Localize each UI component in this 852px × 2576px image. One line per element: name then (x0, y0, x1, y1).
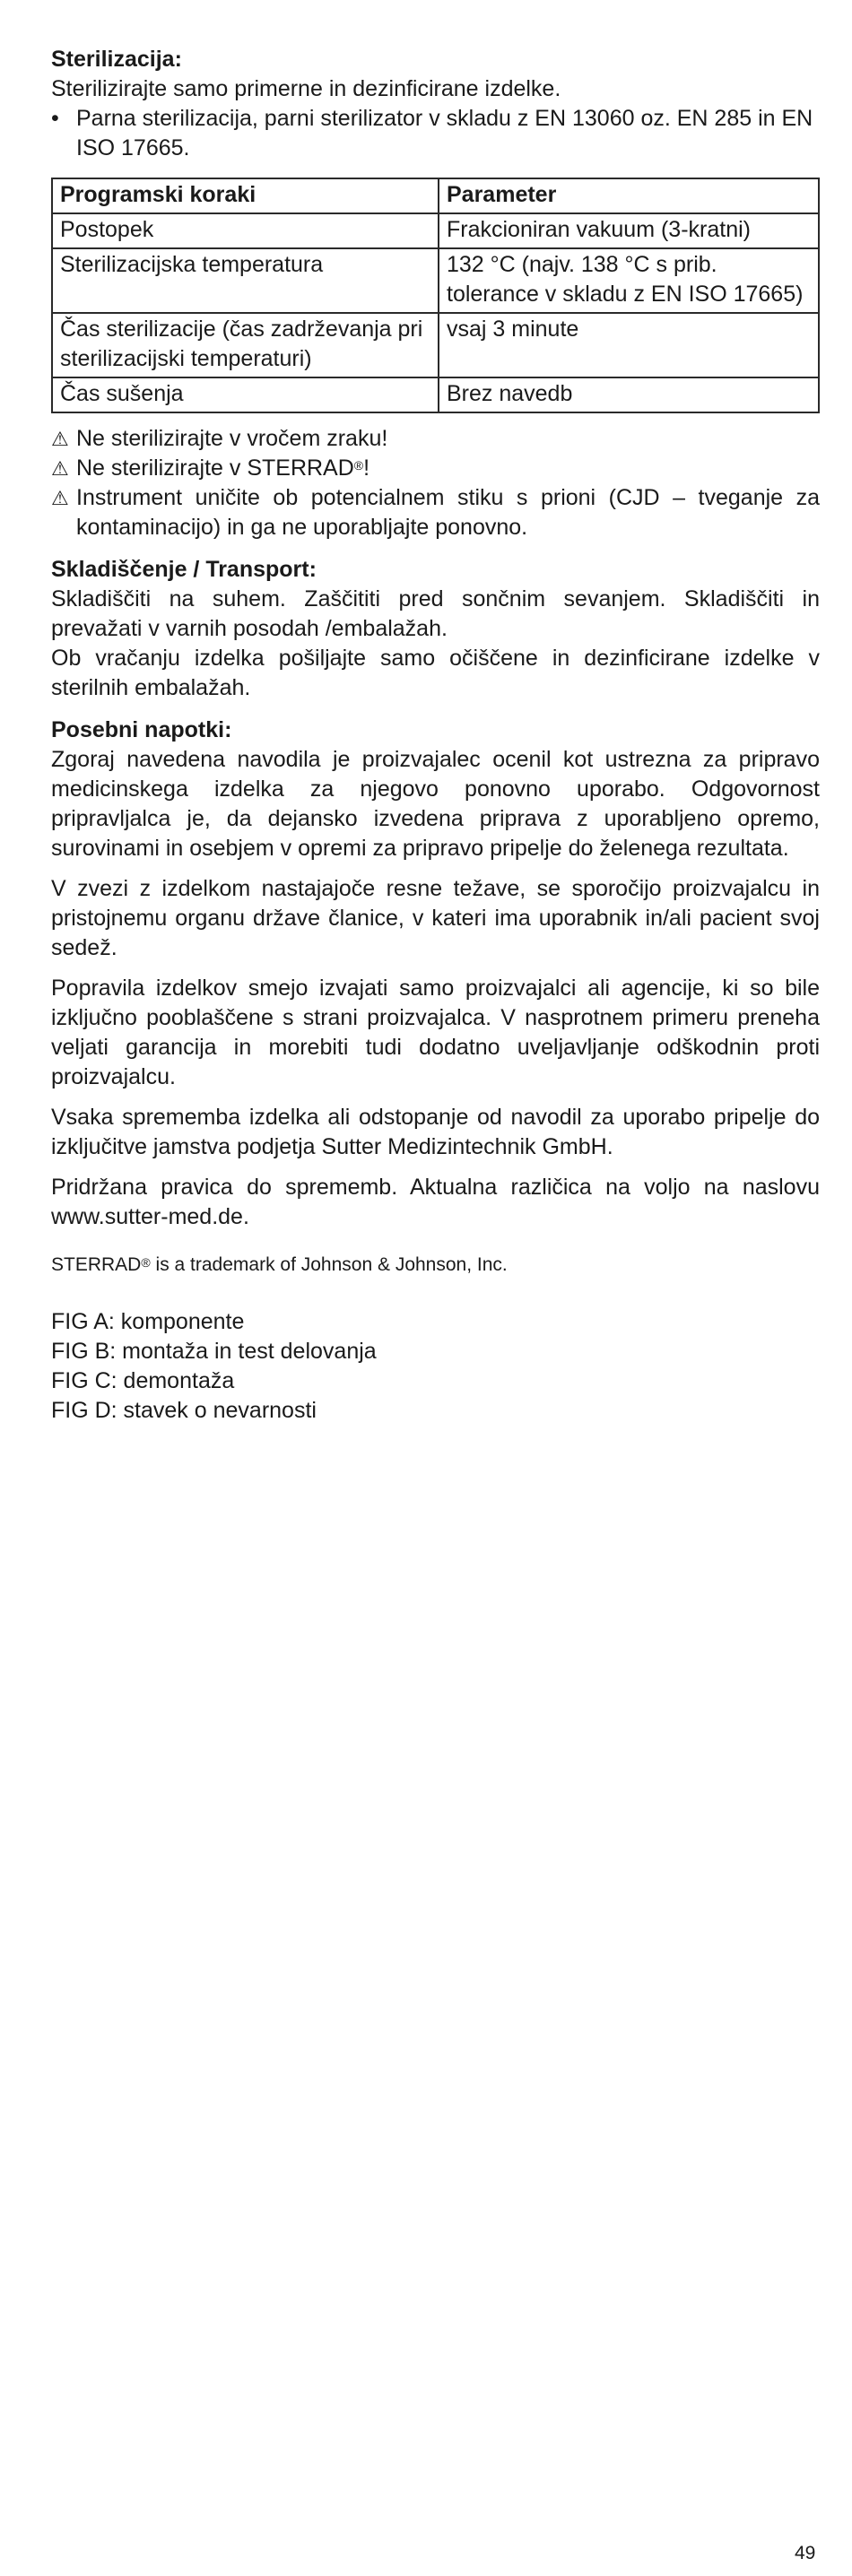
table-cell: Čas sušenja (52, 377, 439, 412)
sterilization-heading: Sterilizacija: (51, 47, 182, 72)
table-cell: vsaj 3 minute (439, 313, 819, 377)
page-content (51, 45, 820, 1426)
sterilization-intro: Sterilizirajte samo primerne in dezinficirane izdelke. (51, 76, 561, 101)
registered-mark: ® (141, 1255, 151, 1270)
warning-hot-air (51, 424, 820, 454)
warning-text: Instrument uničite ob potencialnem stiku s prioni (CJD – tveganje za kontaminacijo) in ga ne uporabljajte ponovno. (76, 485, 820, 540)
trademark-name: STERRAD (51, 1254, 142, 1275)
page-number: 49 (795, 2543, 816, 2563)
warning-sterrad-text: Ne sterilizirajte v STERRAD (76, 455, 354, 481)
table-cell: Brez navedb (439, 377, 819, 412)
warning-sterrad-suffix: ! (363, 455, 370, 481)
table-header-row (52, 178, 819, 213)
table-row (52, 213, 819, 248)
warning-triangle-icon: ⚠ (51, 428, 69, 450)
warning-text (76, 454, 820, 483)
table-row (52, 377, 819, 412)
table-cell: Frakcioniran vakuum (3-kratni) (439, 213, 819, 248)
storage-text: Skladiščiti na suhem. Zaščititi pred sončnim sevanjem. Skladiščiti in prevažati v varnih posodah /embalažah. (51, 586, 820, 641)
notes-paragraph: Pridržana pravica do sprememb. Aktualna različica na voljo na naslovu www.sutter-med.de. (51, 1175, 820, 1229)
figure-caption: FIG B: montaža in test delovanja (51, 1339, 377, 1364)
trademark-rest: is a trademark of Johnson & Johnson, Inc. (150, 1254, 508, 1275)
storage-heading: Skladiščenje / Transport: (51, 557, 317, 582)
trademark-notice (51, 1252, 820, 1279)
table-header-steps: Programski koraki (52, 178, 439, 213)
warning-triangle-icon: ⚠ (51, 487, 69, 509)
warning-prions (51, 483, 820, 542)
sterilization-bullet-text: Parna sterilizacija, parni sterilizator v skladu z EN 13060 oz. EN 285 in EN ISO 17665. (76, 106, 813, 160)
table-row (52, 313, 819, 377)
figure-caption: FIG D: stavek o nevarnosti (51, 1398, 317, 1423)
notes-paragraph: Zgoraj navedena navodila je proizvajalec ocenil kot ustrezna za pripravo medicinskega izdelka za njegovo ponovno uporabo. Odgovornost pripravljalca je, da dejansko izvedena priprava z uporabljeno opremo, surovinami in osebjem v opremi za pripravo pripelje do želenega rezultata. (51, 747, 820, 861)
table-cell: Čas sterilizacije (čas zadrževanja pri sterilizacijski temperaturi) (52, 313, 439, 377)
notes-paragraph: Popravila izdelkov smejo izvajati samo proizvajalci ali agencije, ki so bile izključno pooblaščene s strani proizvajalca. V nasprotnem primeru preneha veljati garancija in morebiti tudi dodatno uveljavljanje odškodnin proti proizvajalcu. (51, 976, 820, 1089)
table-row (52, 248, 819, 313)
registered-mark: ® (353, 458, 364, 473)
notes-paragraph: Vsaka sprememba izdelka ali odstopanje od navodil za uporabo pripelje do izključitve jamstva podjetja Sutter Medizintechnik GmbH. (51, 1105, 820, 1159)
figure-list (51, 1307, 820, 1426)
bullet-icon: • (51, 106, 59, 131)
sterilization-parameter-table (51, 178, 820, 413)
warning-triangle-icon: ⚠ (51, 457, 69, 480)
table-header-parameter: Parameter (439, 178, 819, 213)
figure-caption: FIG C: demontaža (51, 1368, 235, 1393)
warning-sterrad (51, 454, 820, 483)
figure-caption: FIG A: komponente (51, 1309, 245, 1334)
table-cell: 132 °C (najv. 138 °C s prib. tolerance v skladu z EN ISO 17665) (439, 248, 819, 313)
sterilization-bullet (51, 104, 820, 163)
warning-text: Ne sterilizirajte v vročem zraku! (76, 426, 388, 451)
notes-paragraph: V zvezi z izdelkom nastajajoče resne težave, se sporočijo proizvajalcu in pristojnemu organu države članice, v kateri ima uporabnik in/ali pacient svoj sedež. (51, 876, 820, 960)
storage-return-text: Ob vračanju izdelka pošiljajte samo očiščene in dezinficirane izdelke v sterilnih embalažah. (51, 646, 820, 700)
notes-heading: Posebni napotki: (51, 717, 232, 742)
table-cell: Sterilizacijska temperatura (52, 248, 439, 313)
table-cell: Postopek (52, 213, 439, 248)
